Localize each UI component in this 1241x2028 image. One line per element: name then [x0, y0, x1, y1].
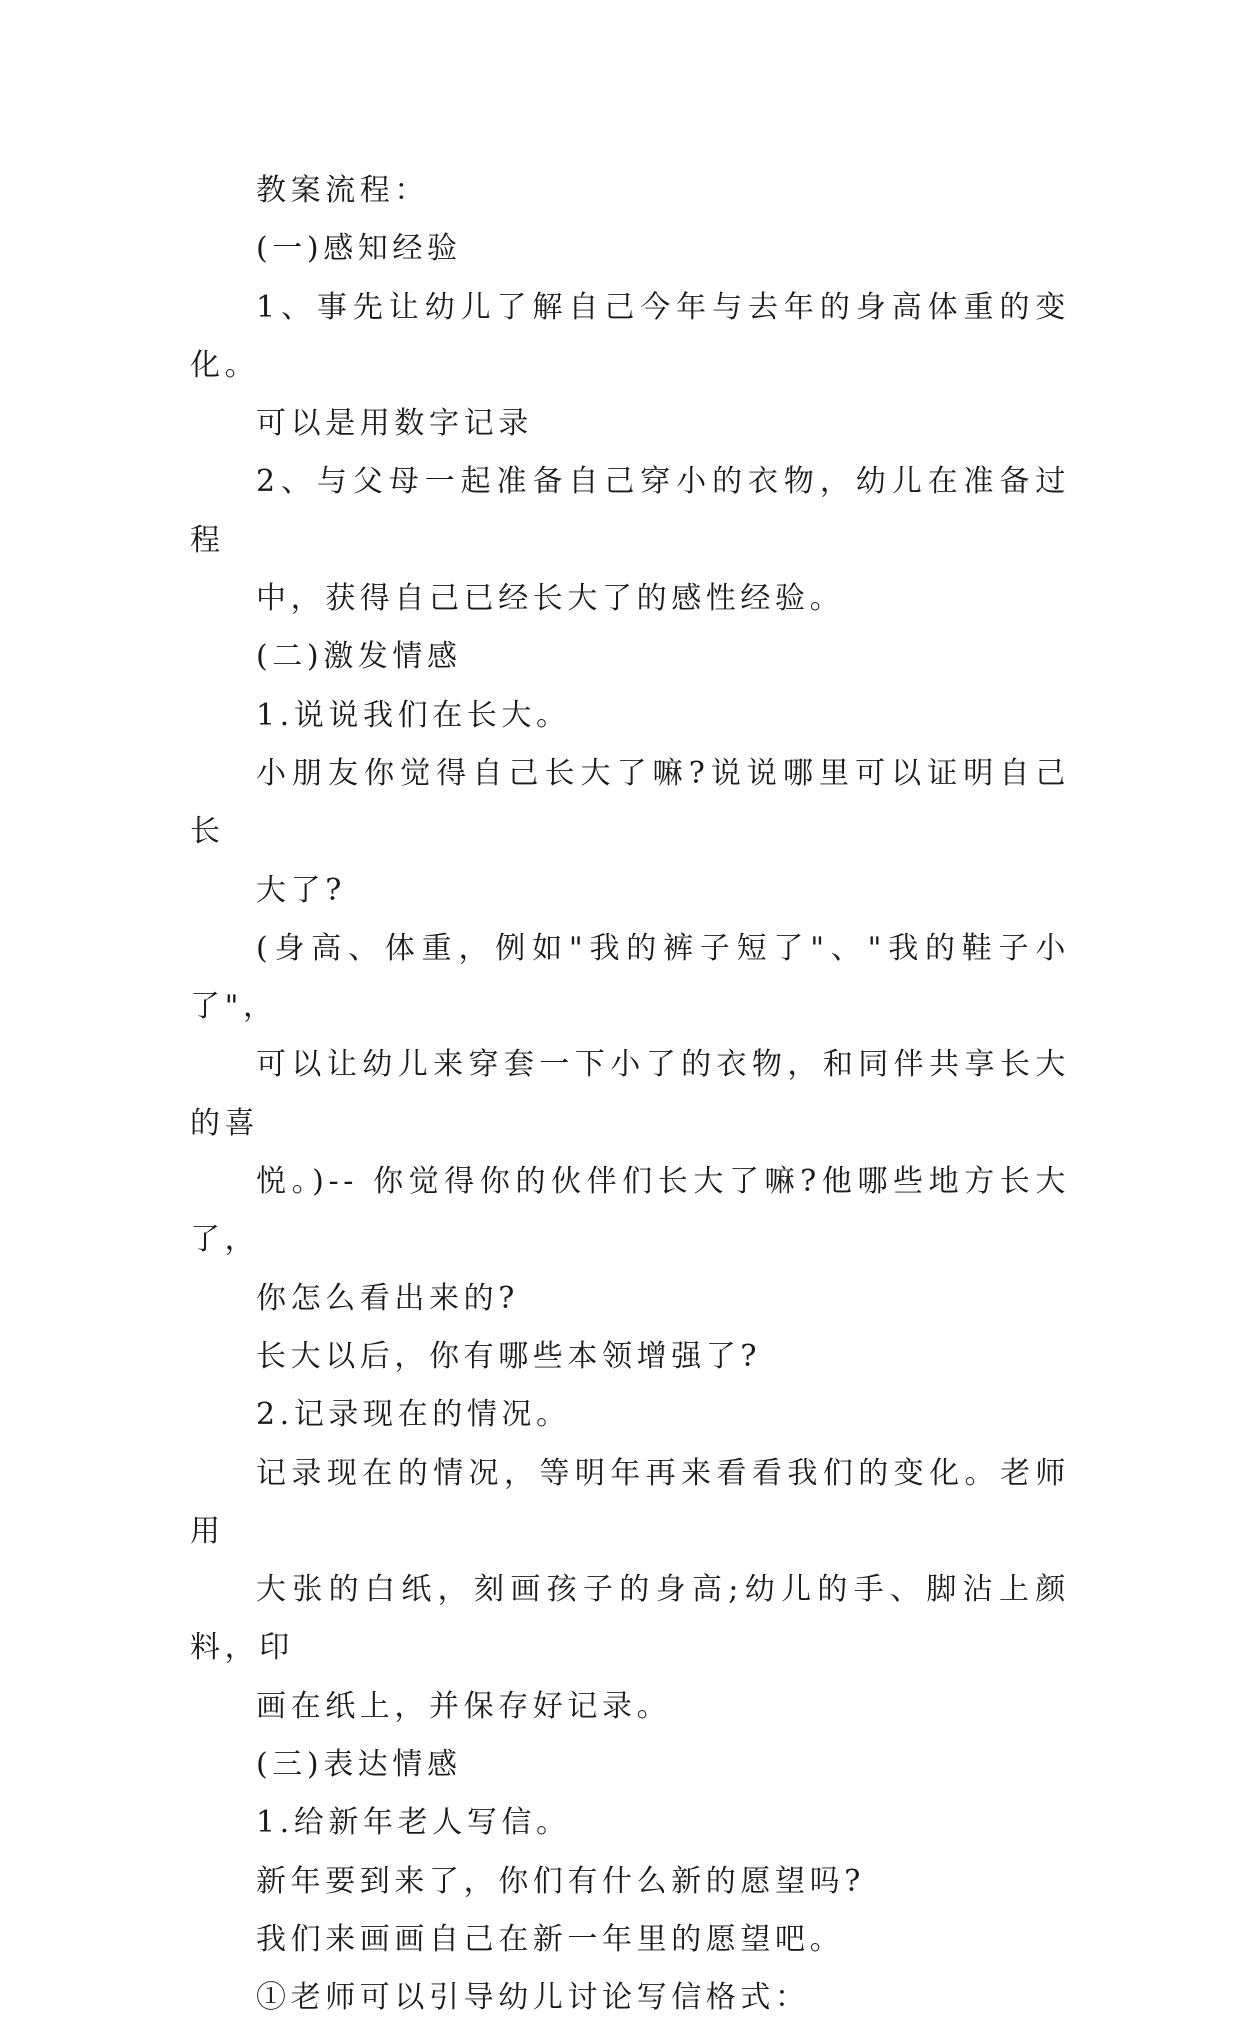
- text-line: 可以让幼儿来穿套一下小了的衣物，和同伴共享长大的喜: [190, 1047, 1070, 1141]
- text-line: 你怎么看出来的?: [256, 1280, 519, 1316]
- text-line: 我们来画画自己在新一年里的愿望吧。: [256, 1921, 845, 1957]
- text-line: 中，获得自己已经长大了的感性经验。: [256, 581, 845, 617]
- text-line: 画在纸上，并保存好记录。: [256, 1688, 672, 1724]
- text-line: 1.给新年老人写信。: [256, 1805, 571, 1841]
- paragraph: [190, 1853, 1070, 1911]
- paragraph: [190, 1736, 1070, 1794]
- paragraph: [190, 1328, 1070, 1386]
- paragraph: [190, 1445, 1070, 1736]
- text-line: 新年要到来了，你们有什么新的愿望吗?: [256, 1863, 865, 1899]
- text-line: 1、事先让幼儿了解自己今年与去年的身高体重的变化。: [190, 289, 1070, 383]
- text-line: 长大以后，你有哪些本领增强了?: [256, 1338, 762, 1374]
- text-line: 大张的白纸，刻画孩子的身高;幼儿的手、脚沾上颜料，印: [190, 1572, 1070, 1666]
- text-line: (二)激发情感: [256, 639, 462, 675]
- text-line: (一)感知经验: [256, 231, 462, 267]
- paragraph: [190, 1386, 1070, 1444]
- paragraph: [190, 220, 1070, 278]
- text-line: (三)表达情感: [256, 1747, 462, 1783]
- text-line: ①老师可以引导幼儿讨论写信格式：: [256, 1980, 810, 2016]
- text-line: 2.记录现在的情况。: [256, 1397, 571, 1433]
- document-body: [190, 162, 1070, 2028]
- text-line: 教案流程：: [256, 173, 429, 208]
- text-line: 可以是用数字记录: [256, 406, 533, 442]
- paragraph: [190, 687, 1070, 745]
- paragraph: [190, 1911, 1070, 1969]
- paragraph: [190, 745, 1070, 920]
- paragraph: [190, 162, 1070, 220]
- paragraph: [190, 628, 1070, 686]
- paragraph: [190, 920, 1070, 1328]
- paragraph: [190, 453, 1070, 628]
- text-line: 大了?: [256, 872, 346, 908]
- text-line: 记录现在的情况，等明年再来看看我们的变化。老师用: [190, 1455, 1070, 1549]
- text-line: 2、与父母一起准备自己穿小的衣物，幼儿在准备过程: [190, 464, 1070, 558]
- text-line: 小朋友你觉得自己长大了嘛?说说哪里可以证明自己长: [190, 755, 1070, 850]
- text-line: 悦。)-- 你觉得你的伙伴们长大了嘛?他哪些地方长大了，: [190, 1164, 1070, 1258]
- paragraph: [190, 1794, 1070, 1852]
- text-line: (身高、体重，例如"我的裤子短了"、"我的鞋子小了"，: [190, 930, 1070, 1025]
- text-line: 1.说说我们在长大。: [256, 697, 571, 733]
- paragraph: [190, 279, 1070, 454]
- paragraph: [190, 1969, 1070, 2027]
